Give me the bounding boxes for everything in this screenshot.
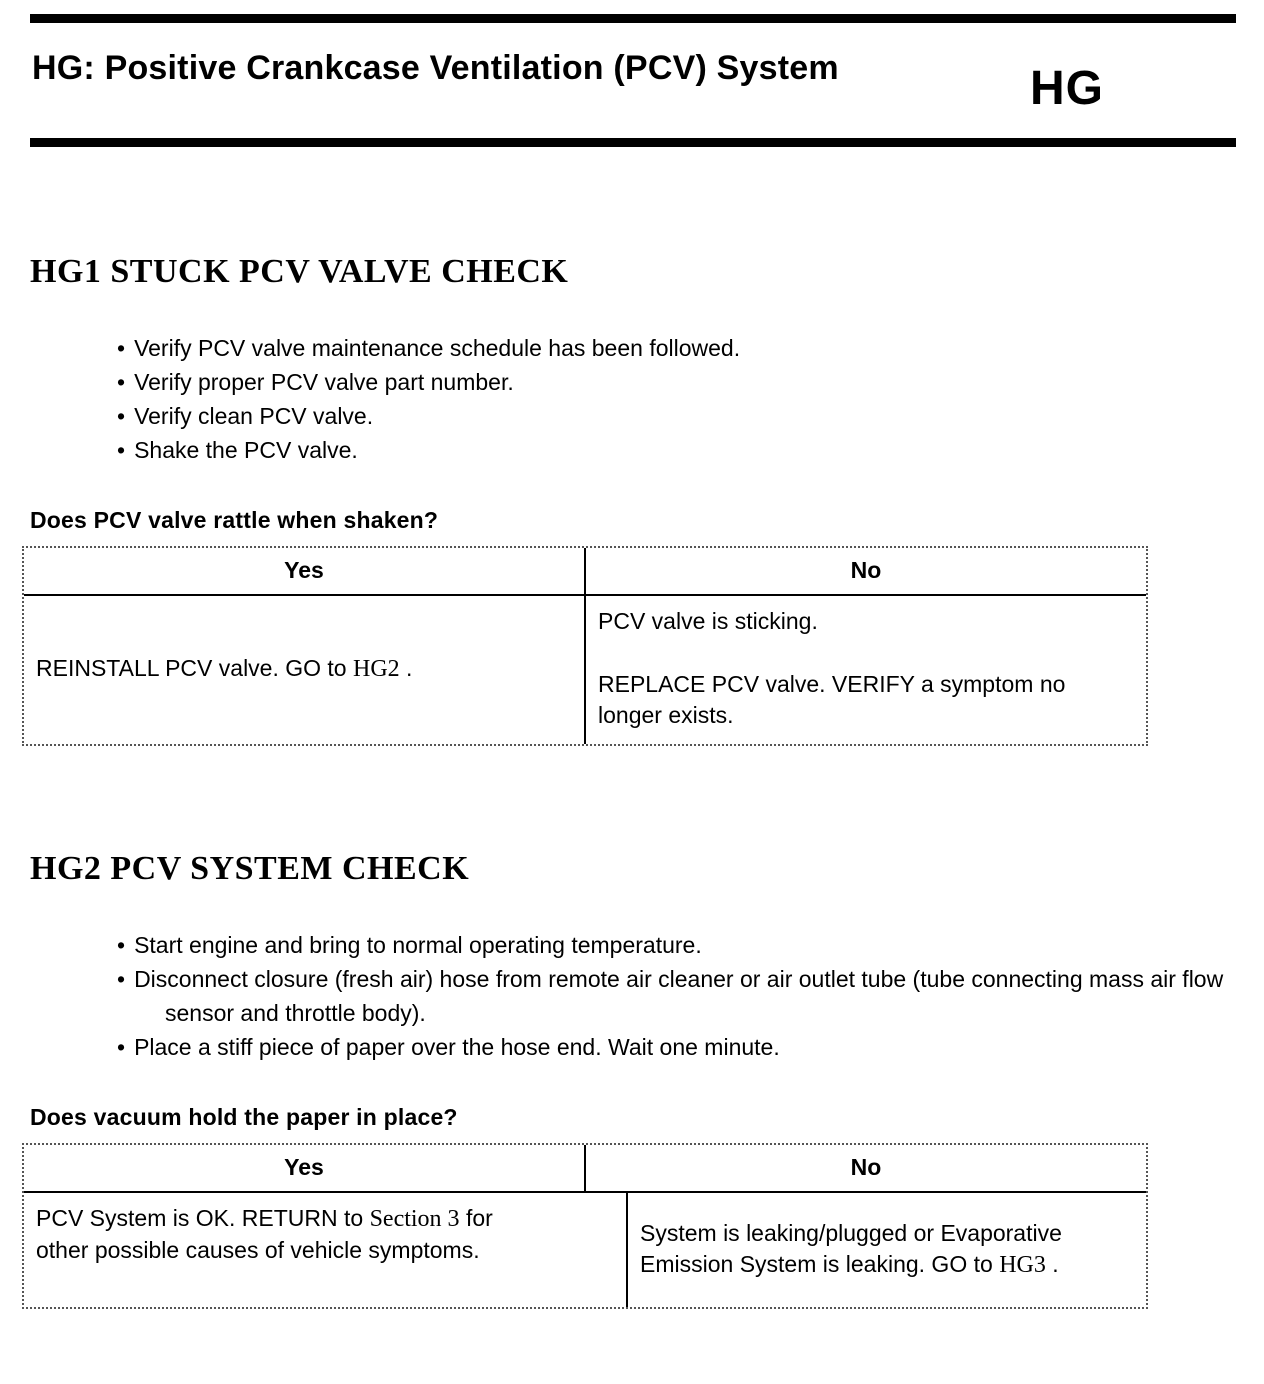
reference-hg2: HG2 xyxy=(353,656,400,682)
cell-yes xyxy=(24,1193,628,1307)
section-heading-hg2: HG2 PCV SYSTEM CHECK xyxy=(30,850,470,887)
page-title: HG: Positive Crankcase Ventilation (PCV) System xyxy=(32,49,839,87)
cell-text: PCV System is OK. RETURN to xyxy=(36,1205,370,1231)
bullet-item: • Shake the PCV valve. xyxy=(30,433,1236,467)
cell-yes xyxy=(24,596,586,744)
section-hg2 xyxy=(30,850,1236,1309)
cell-text: . xyxy=(1045,1250,1059,1277)
decision-table-hg1 xyxy=(22,546,1148,746)
bullet-item: • Place a stiff piece of paper over the hose end. Wait one minute. xyxy=(30,1030,1236,1064)
cell-text: for other possible causes of vehicle symptoms. xyxy=(36,1205,493,1263)
question-hg1: Does PCV valve rattle when shaken? xyxy=(30,507,439,533)
header-cell-yes: Yes xyxy=(24,548,586,594)
bullet-item: • Start engine and bring to normal operating temperature. xyxy=(30,928,1236,962)
header-cell-no: No xyxy=(850,1154,882,1180)
cell-no xyxy=(628,1193,1146,1307)
header-cell-yes: Yes xyxy=(24,1145,586,1191)
header-cell-no: No xyxy=(850,557,882,583)
cell-yes-text xyxy=(36,653,412,685)
table-body-row xyxy=(24,596,1146,744)
decision-table-hg2 xyxy=(22,1143,1148,1309)
question-hg2: Does vacuum hold the paper in place? xyxy=(30,1104,458,1130)
bullet-item: • Verify clean PCV valve. xyxy=(30,399,1236,433)
section-hg1 xyxy=(30,253,1236,746)
header-rule xyxy=(30,138,1236,147)
bullet-list-hg1 xyxy=(30,331,1236,467)
cell-no-line2: REPLACE PCV valve. VERIFY a symptom no longer exists. xyxy=(598,671,1066,728)
cell-no xyxy=(586,596,1146,744)
table-header-row xyxy=(24,1145,1146,1193)
bullet-list-hg2 xyxy=(30,928,1236,1064)
cell-yes-text xyxy=(36,1203,530,1266)
reference-hg3: HG3 xyxy=(999,1251,1046,1278)
cell-text: . xyxy=(399,655,413,681)
table-header-row xyxy=(24,548,1146,596)
bullet-item: • Verify proper PCV valve part number. xyxy=(30,365,1236,399)
cell-no-line1: PCV valve is sticking. xyxy=(598,608,818,634)
page-header xyxy=(30,23,1236,138)
table-body-row xyxy=(24,1193,1146,1307)
section-heading-hg1: HG1 STUCK PCV VALVE CHECK xyxy=(30,253,569,290)
top-rule xyxy=(30,14,1236,23)
cell-text: REINSTALL PCV valve. GO to xyxy=(36,655,353,681)
cell-no-text xyxy=(640,1218,1134,1281)
reference-section-3: Section 3 xyxy=(369,1206,460,1232)
bullet-item: • Disconnect closure (fresh air) hose from remote air cleaner or air outlet tube (tube connecting mass air flow sensor and throttle body). xyxy=(30,962,1236,1030)
cell-text: System is leaking/plugged or Evaporative Emission System is leaking. GO to xyxy=(640,1219,1062,1277)
section-code: HG xyxy=(1030,62,1104,115)
bullet-item: • Verify PCV valve maintenance schedule has been followed. xyxy=(30,331,1236,365)
